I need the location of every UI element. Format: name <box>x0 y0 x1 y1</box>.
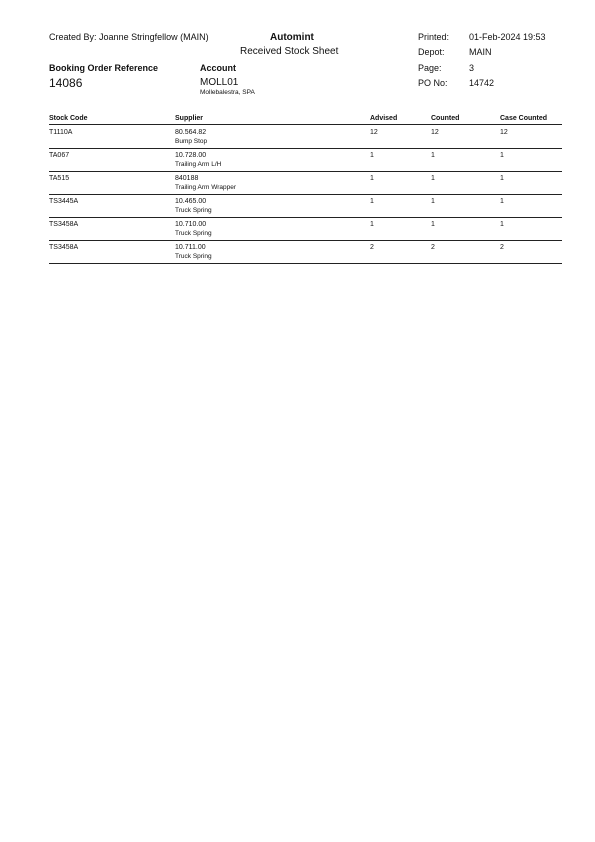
counted-cell: 1 <box>431 175 435 182</box>
supplier-code-cell: 10.711.00 <box>175 244 206 251</box>
company-name: Automint <box>270 32 314 43</box>
booking-ref-value: 14086 <box>49 76 83 90</box>
account-code: MOLL01 <box>200 77 239 88</box>
case-counted-cell: 2 <box>500 244 504 251</box>
col-advised: Advised <box>370 115 398 122</box>
description-cell: Truck Spring <box>175 253 212 260</box>
stock-code-cell: T1110A <box>49 129 73 136</box>
page-label: Page: <box>418 63 442 73</box>
advised-cell: 2 <box>370 244 374 251</box>
depot-value: MAIN <box>469 47 492 57</box>
row-divider <box>49 217 562 218</box>
row-divider <box>49 263 562 264</box>
advised-cell: 1 <box>370 152 374 159</box>
stock-code-cell: TA515 <box>49 175 70 182</box>
supplier-code-cell: 80.564.82 <box>175 129 207 136</box>
col-counted: Counted <box>431 115 460 122</box>
description-cell: Trailing Arm Wrapper <box>175 184 237 191</box>
row-divider <box>49 148 562 149</box>
account-name: Mollebalestra, SPA <box>200 89 255 96</box>
header-divider <box>49 124 562 125</box>
account-label: Account <box>200 63 236 73</box>
advised-cell: 1 <box>370 198 374 205</box>
counted-cell: 12 <box>431 129 439 136</box>
counted-cell: 1 <box>431 221 435 228</box>
col-supplier: Supplier <box>175 115 204 122</box>
stock-code-cell: TA067 <box>49 152 70 159</box>
created-by-value: Joanne Stringfellow (MAIN) <box>99 32 209 42</box>
supplier-code-cell: 840188 <box>175 175 199 182</box>
case-counted-cell: 1 <box>500 175 504 182</box>
printed-label: Printed: <box>418 32 450 42</box>
stock-code-cell: TS3458A <box>49 221 79 228</box>
report-title: Received Stock Sheet <box>240 46 339 57</box>
advised-cell: 1 <box>370 221 374 228</box>
booking-ref-label: Booking Order Reference <box>49 63 159 73</box>
advised-cell: 1 <box>370 175 374 182</box>
po-value: 14742 <box>469 78 495 88</box>
description-cell: Truck Spring <box>175 207 212 214</box>
stock-code-cell: TS3458A <box>49 244 79 251</box>
row-divider <box>49 194 562 195</box>
row-divider <box>49 240 562 241</box>
po-label: PO No: <box>418 78 448 88</box>
advised-cell: 12 <box>370 129 378 136</box>
row-divider <box>49 171 562 172</box>
case-counted-cell: 1 <box>500 221 504 228</box>
description-cell: Bump Stop <box>175 138 208 145</box>
col-stock-code: Stock Code <box>49 115 88 122</box>
stock-code-cell: TS3445A <box>49 198 79 205</box>
depot-label: Depot: <box>418 47 445 57</box>
counted-cell: 1 <box>431 152 435 159</box>
page-value: 3 <box>469 63 475 73</box>
case-counted-cell: 1 <box>500 198 504 205</box>
supplier-code-cell: 10.465.00 <box>175 198 207 205</box>
counted-cell: 1 <box>431 198 435 205</box>
supplier-code-cell: 10.728.00 <box>175 152 207 159</box>
case-counted-cell: 12 <box>500 129 508 136</box>
supplier-code-cell: 10.710.00 <box>175 221 207 228</box>
created-by-label: Created By: <box>49 32 97 42</box>
case-counted-cell: 1 <box>500 152 504 159</box>
col-case-counted: Case Counted <box>500 115 548 122</box>
description-cell: Truck Spring <box>175 230 212 237</box>
created-by <box>49 32 209 42</box>
description-cell: Trailing Arm L/H <box>175 161 222 168</box>
printed-value: 01-Feb-2024 19:53 <box>469 32 546 42</box>
counted-cell: 2 <box>431 244 435 251</box>
